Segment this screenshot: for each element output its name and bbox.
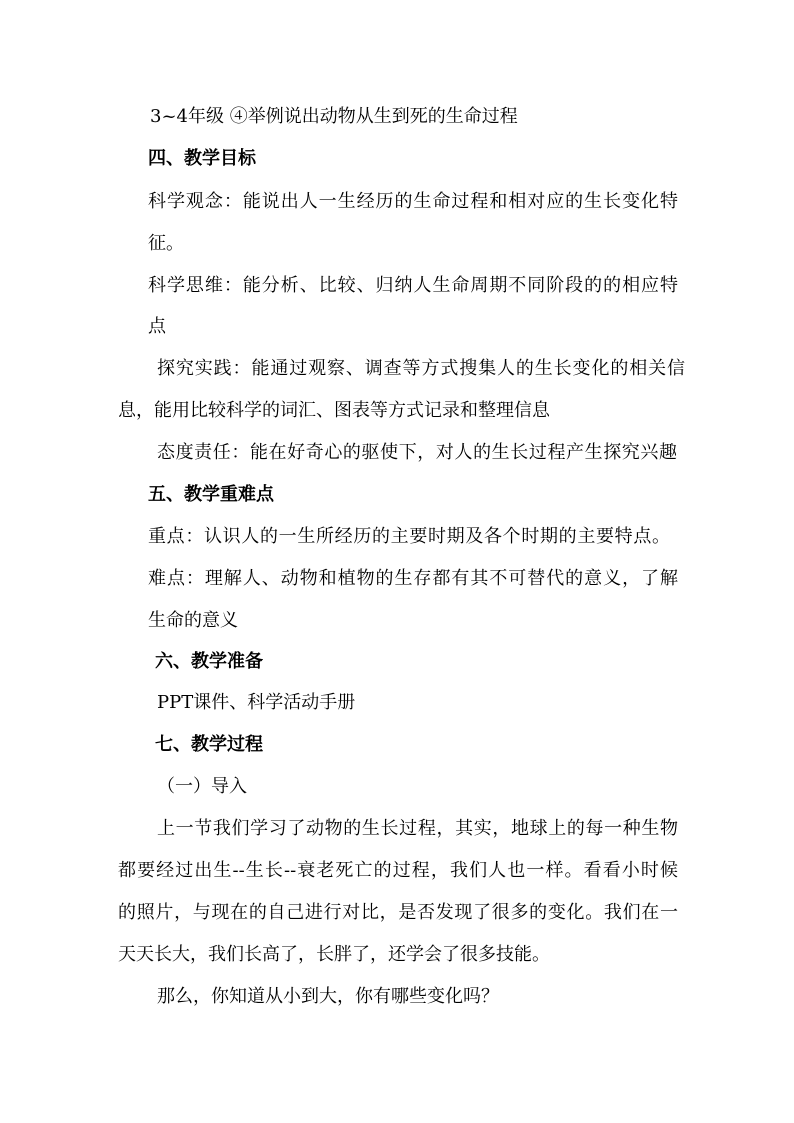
section-heading-teaching-process: 七、教学过程 [155,734,263,755]
section-heading-teaching-goals: 四、教学目标 [148,148,256,169]
section-heading-preparation: 六、教学准备 [155,651,263,672]
key-point: 重点：认识人的一生所经历的主要时期及各个时期的主要特点。 [148,526,670,547]
goal-scientific-concept-cont: 征。 [148,233,184,254]
intro-paragraph-line-2: 都要经过出生--生长--衰老死亡的过程，我们人也一样。看看小时候 [118,860,678,881]
intro-question: 那么，你知道从小到大，你有哪些变化吗？ [157,986,499,1007]
goal-inquiry-practice-cont: 息，能用比较科学的词汇、图表等方式记录和整理信息 [118,400,550,421]
intro-paragraph-line-1: 上一节我们学习了动物的生长过程，其实，地球上的每一种生物 [157,818,678,839]
goal-inquiry-practice: 探究实践：能通过观察、调查等方式搜集人的生长变化的相关信 [157,358,685,379]
difficult-point-cont: 生命的意义 [148,610,238,631]
intro-paragraph-line-3: 的照片，与现在的自己进行对比，是否发现了很多的变化。我们在一 [118,902,678,923]
goal-scientific-thinking: 科学思维：能分析、比较、归纳人生命周期不同阶段的的相应特 [148,275,678,296]
section-heading-key-difficult-points: 五、教学重难点 [148,484,274,505]
goal-scientific-concept: 科学观念：能说出人一生经历的生命过程和相对应的生长变化特 [148,191,678,212]
difficult-point: 难点：理解人、动物和植物的生存都有其不可替代的意义，了解 [148,568,678,589]
intro-paragraph-line-4: 天天长大，我们长高了，长胖了，还学会了很多技能。 [118,944,550,965]
preparation-materials: PPT课件、科学活动手册 [157,692,356,713]
goal-scientific-thinking-cont: 点 [148,316,166,337]
curriculum-standard-line: 3~4年级 ④举例说出动物从生到死的生命过程 [150,106,518,127]
goal-attitude-responsibility: 态度责任：能在好奇心的驱使下，对人的生长过程产生探究兴趣 [157,442,677,463]
subsection-introduction: （一）导入 [157,776,247,797]
